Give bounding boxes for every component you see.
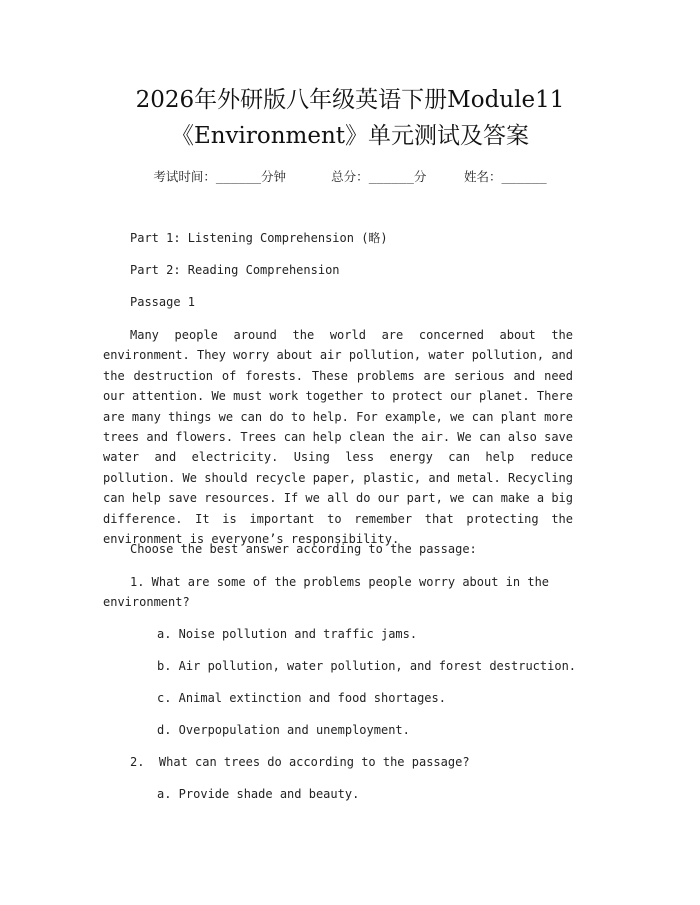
score-unit: 分 (413, 169, 427, 184)
instruction: Choose the best answer according to the passage: (130, 542, 477, 556)
name-label: 姓名： (464, 169, 502, 184)
question-1-option-d: d. Overpopulation and unemployment. (157, 723, 410, 737)
exam-meta (0, 168, 700, 186)
question-1-option-a: a. Noise pollution and traffic jams. (157, 627, 418, 641)
name-blank: ______ (501, 169, 547, 184)
score-label: 总分： (331, 169, 369, 184)
document-title-line1: 2026年外研版八年级英语下册Module11 (135, 87, 565, 113)
part2-heading: Part 2: Reading Comprehension (130, 263, 340, 277)
passage-label: Passage 1 (130, 295, 196, 309)
question-1-stem: 1. What are some of the problems people worry about in the environment? (103, 575, 550, 610)
passage-text: Many people around the world are concerned about the environment. They worry about air pollution, water pollution, and the destruction of forests. These problems are serious and need our attention. We must work together to protect our planet. There are many things we can do to help. For example, we can plant more trees and flowers. Trees can help clean the air. We can also save water and electricity. Using less energy can help reduce pollution. We should recycle paper, plastic, and metal. Recycling can help save resources. If we all do our part, we can make a big difference. It is important to remember that protecting the environment is everyone’s responsibility. (103, 328, 573, 547)
time-blank: ______ (215, 169, 261, 184)
time-unit: 分钟 (261, 169, 287, 184)
question-2-stem: 2. What can trees do according to the passage? (130, 755, 470, 769)
question-2-option-a: a. Provide shade and beauty. (157, 787, 360, 801)
question-1-option-c: c. Animal extinction and food shortages. (157, 691, 446, 705)
score-blank: ______ (368, 169, 414, 184)
document-title-line2: 《Environment》单元测试及答案 (170, 123, 530, 149)
time-label: 考试时间： (153, 169, 216, 184)
question-1-option-b: b. Air pollution, water pollution, and forest destruction. (157, 659, 577, 673)
part1-heading: Part 1: Listening Comprehension (略) (130, 231, 388, 245)
